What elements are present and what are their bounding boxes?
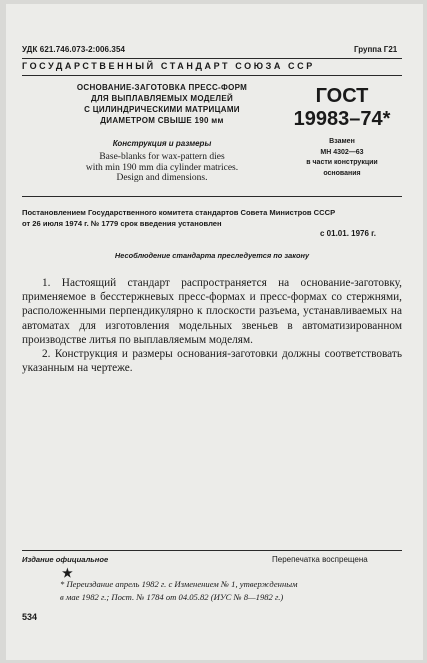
body-text xyxy=(22,276,402,375)
title-line: ОСНОВАНИЕ-ЗАГОТОВКА ПРЕСС-ФОРМ xyxy=(76,83,248,92)
standard-heading: ГОСУДАРСТВЕННЫЙ СТАНДАРТ СОЮЗА ССР xyxy=(22,61,315,71)
reprint-line: в мае 1982 г.; Пост. № 1784 от 04.05.82 (ИУС № 8—1982 г.) xyxy=(60,592,284,602)
title-line: С ЦИЛИНДРИЧЕСКИМИ МАТРИЦАМИ xyxy=(84,105,240,114)
replace-line: основания xyxy=(323,169,361,177)
title-line: Design and dimensions. xyxy=(116,173,208,183)
replacement-note xyxy=(290,137,394,179)
gost-designation xyxy=(292,85,392,131)
page-number: 534 xyxy=(22,612,38,622)
decree-text xyxy=(22,207,402,229)
replace-line: МН 4302—63 xyxy=(320,148,364,156)
effective-date: с 01.01. 1976 г. xyxy=(320,229,376,238)
title-line: ДИАМЕТРОМ СВЫШЕ 190 мм xyxy=(100,116,224,125)
gost-label: ГОСТ xyxy=(315,85,369,107)
official-edition: Издание официальное xyxy=(22,555,109,564)
paragraph-2: 2. Конструкция и размеры основания-заготовки должны соответствовать указанным на чертеже. xyxy=(22,348,402,375)
title-russian xyxy=(52,82,272,126)
top-rule xyxy=(22,58,402,59)
title-line: with min 190 mm dia cylinder matrices. xyxy=(85,162,239,173)
replace-line: в части конструкции xyxy=(306,159,378,166)
replace-line: Взамен xyxy=(329,138,355,145)
section-rule xyxy=(22,196,402,197)
footer-rule xyxy=(22,550,402,551)
paragraph-1: 1. Настоящий стандарт распространяется на основание-заготовку, применяемое в бесстержневых пресс-формах и пресс-формах со стержнями, расположенными перпендикулярно к плоскости разъема, устанавливаемых на автоматах для изготовления модельных звеньев в автоматизированном производстве литья по выплавляемым моделям. xyxy=(22,277,402,346)
heading-rule xyxy=(22,75,402,76)
title-line: Base-blanks for wax-pattern dies xyxy=(99,152,225,162)
violation-notice: Несоблюдение стандарта преследуется по закону xyxy=(114,251,310,260)
reprint-note xyxy=(60,578,390,604)
decree-line: Постановлением Государственного комитета стандартов Совета Министров СССР xyxy=(22,208,336,217)
decree-line: от 26 июля 1974 г. № 1779 срок введения установлен xyxy=(22,219,222,228)
title-subtitle: Конструкция и размеры xyxy=(112,139,212,148)
title-line: ДЛЯ ВЫПЛАВЛЯЕМЫХ МОДЕЛЕЙ xyxy=(90,94,234,103)
star-mark: ★ xyxy=(62,566,73,580)
reprint-prohibited: Перепечатка воспрещена xyxy=(272,555,368,564)
title-english xyxy=(52,152,272,184)
gost-number: 19983–74* xyxy=(293,108,391,130)
udk-code: УДК 621.746.073-2:006.354 xyxy=(22,45,126,54)
group-code: Группа Г21 xyxy=(354,45,398,54)
reprint-line: * Переиздание апрель 1982 г. с Изменением № 1, утвержденным xyxy=(60,579,298,589)
